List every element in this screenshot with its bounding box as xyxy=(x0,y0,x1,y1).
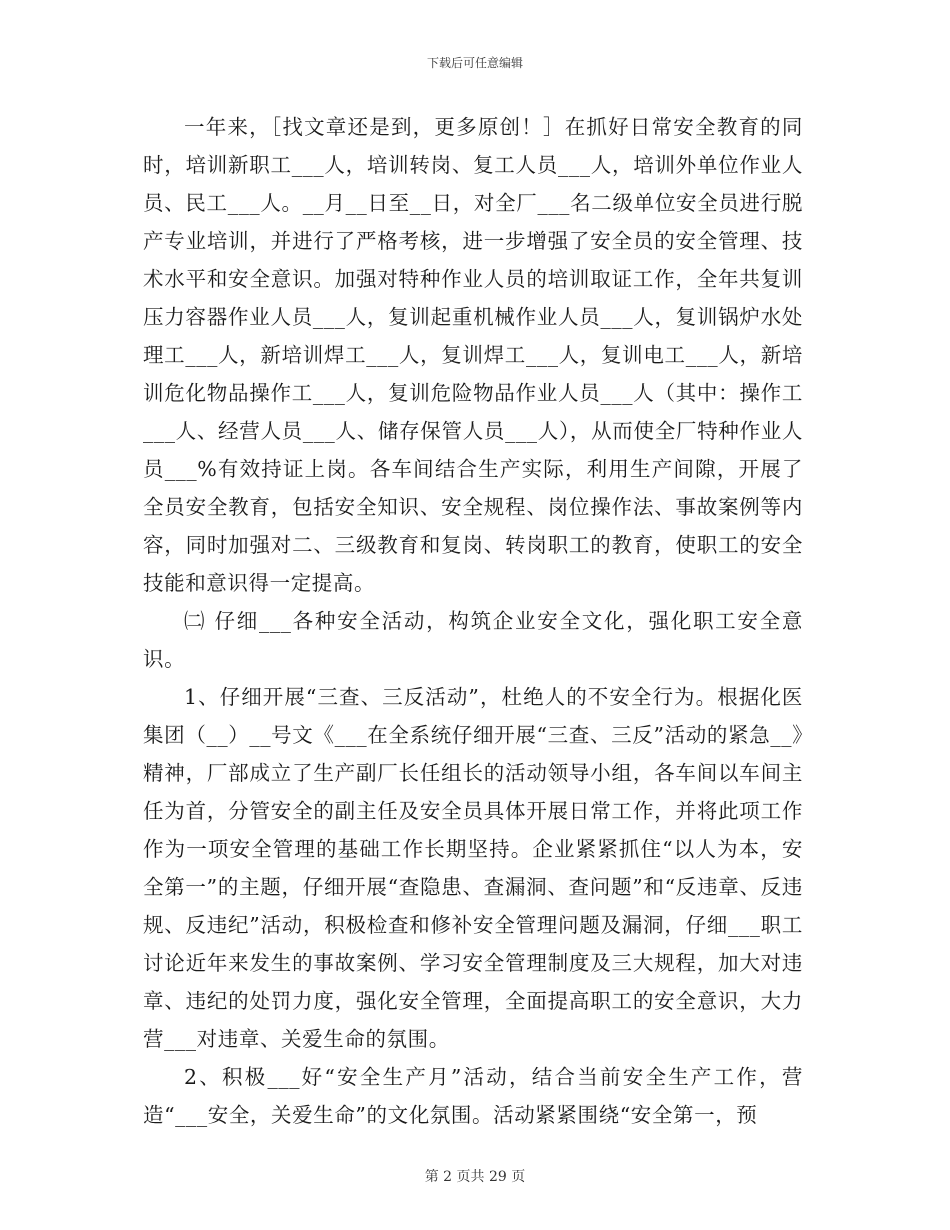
paragraph-training-summary: 一年来，［找文章还是到，更多原创！］在抓好日常安全教育的同时，培训新职工___人，培训转岗、复工人员___人，培训外单位作业人员、民工___人。__月__日至__日，对全厂___名二级单位安全员进行脱产专业培训，并进行了严格考核，进一步增强了安全员的安全管理、技术水平和安全意识。加强对特种作业人员的培训取证工作，全年共复训压力容器作业人员___人，复训起重机械作业人员___人，复训锅炉水处理工___人，新培训焊工___人，复训焊工___人，复训电工___人，新培训危化物品操作工___人，复训危险物品作业人员___人（其中：操作工___人、经营人员___人、储存保管人员___人），从而使全厂特种作业人员___%有效持证上岗。各车间结合生产实际，利用生产间隙，开展了全员安全教育，包括安全知识、安全规程、岗位操作法、事故案例等内容，同时加强对二、三级教育和复岗、转岗职工的教育，使职工的安全技能和意识得一定提高。 xyxy=(143,115,803,595)
paragraph-section-heading: ㈡ 仔细___各种安全活动，构筑企业安全文化，强化职工安全意识。 xyxy=(143,609,803,671)
paragraph-three-checks-activity: 1、仔细开展“三查、三反活动”，杜绝人的不安全行为。根据化医集团（__）__号文《___在全系统仔细开展“三查、三反”活动的紧急__》精神，厂部成立了生产副厂长任组长的活动领导小组，各车间以车间主任为首，分管安全的副主任及安全员具体开展日常工作，并将此项工作作为一项安全管理的基础工作长期坚持。企业紧紧抓住“以人为本，安全第一”的主题，仔细开展“查隐患、查漏洞、查问题”和“反违章、反违规、反违纪”活动，积极检查和修补安全管理问题及漏洞，仔细___职工讨论近年来发生的事故案例、学习安全管理制度及三大规程，加大对违章、违纪的处罚力度，强化安全管理，全面提高职工的安全意识，大力营___对违章、关爱生命的氛围。 xyxy=(143,685,803,1051)
page-header: 下载后可任意编辑 xyxy=(426,56,523,70)
paragraph-safety-month-activity: 2、积极___好“安全生产月”活动，结合当前安全生产工作，营造“___安全，关爱生命”的文化氛围。活动紧紧围绕“安全第一，预 xyxy=(143,1065,803,1127)
document-body xyxy=(143,108,803,1134)
page-footer: 第 2 页共 29 页 xyxy=(424,1169,526,1185)
